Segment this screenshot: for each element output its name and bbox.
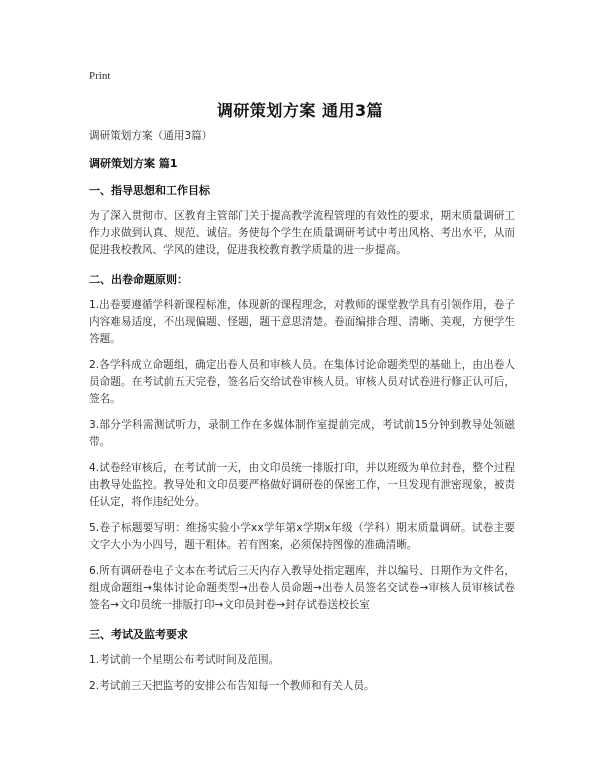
list-item: 5.卷子标题要写明：维扬实验小学xx学年第x学期x年级（学科）期末质量调研。试卷主要文字大小为小四号，题干粗体。若有图案，必须保持图像的准确清晰。 [89, 522, 515, 551]
print-label: Print [89, 70, 111, 82]
list-item: 2.各学科成立命题组，确定出卷人员和审核人员。在集体讨论命题类型的基础上，由出卷人员命题。在考试前五天完卷，签名后交给试卷审核人员。审核人员对试卷进行修正认可后，签名。 [89, 359, 515, 405]
document-subtitle: 调研策划方案（通用3篇） [89, 130, 213, 142]
section-paragraph: 为了深入贯彻市、区教育主管部门关于提高教学流程管理的有效性的要求，期末质量调研工作力求做到认真、规范、诚信。务使每个学生在质量调研考试中考出风格、考出水平，从而促进我校教风、学风的建设，促进我校教育教学质量的进一步提高。 [89, 210, 515, 256]
list-item: 3.部分学科需测试听力，录制工作在多媒体制作室提前完成，考试前15分钟到教导处领磁带。 [89, 419, 515, 448]
list-item: 6.所有调研卷电子文本在考试后三天内存入教导处指定题库，并以编号、日期作为文件名，组成命题组→集体讨论命题类型→出卷人员命题→出卷人员签名交试卷→审核人员审核试卷签名→文印员统一排版打印→文印员封卷→封存试卷送校长室 [89, 565, 515, 611]
list-item: 1.考试前一个星期公布考试时间及范围。 [89, 654, 280, 666]
part-heading: 调研策划方案 篇1 [89, 157, 178, 170]
list-item: 4.试卷经审核后，在考试前一天，由文印员统一排版打印，并以班级为单位封卷，整个过程由教导处监控。教导处和文印员要严格做好调研卷的保密工作，一旦发现有泄密现象，被责任认定，将作违纪处分。 [89, 462, 515, 508]
section-heading: 二、出卷命题原则： [89, 273, 188, 286]
list-item: 2.考试前三天把监考的安排公布告知每一个教师和有关人员。 [89, 680, 375, 692]
page-title: 调研策划方案 通用3篇 [216, 101, 384, 120]
list-item: 1.出卷要遵循学科新课程标准，体现新的课程理念，对教师的课堂教学具有引领作用，卷子内容难易适度，不出现偏题、怪题，题干意思清楚。卷面编排合理、清晰、美观，方便学生答题。 [89, 299, 515, 345]
document-body [89, 128, 515, 695]
section-heading: 三、考试及监考要求 [89, 628, 188, 641]
section-heading: 一、指导思想和工作目标 [89, 184, 210, 197]
